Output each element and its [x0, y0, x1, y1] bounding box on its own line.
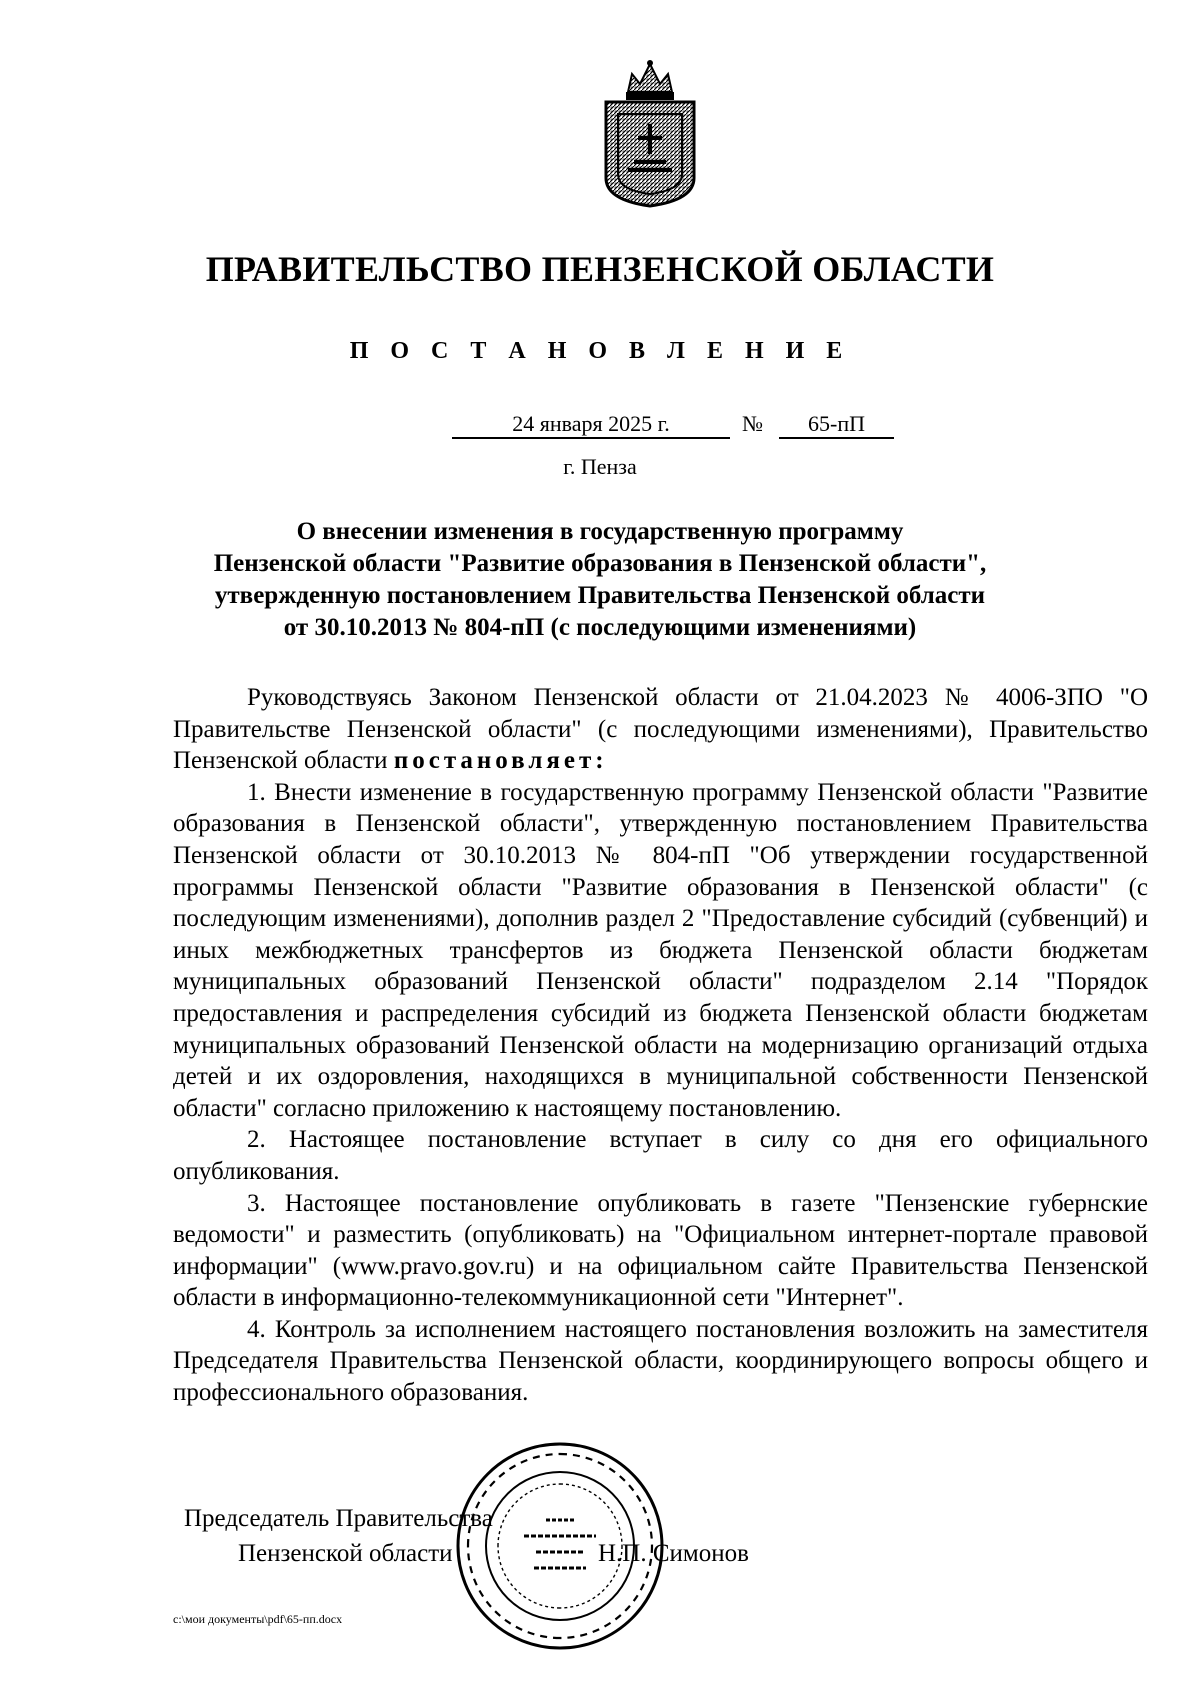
- document-number: 65-пП: [779, 411, 894, 439]
- document-type-heading: П О С Т А Н О В Л Е Н И Е: [349, 338, 851, 364]
- subject-line: Пензенской области "Развитие образования в Пензенской области",: [213, 550, 987, 577]
- item-paragraph-1: 1. Внести изменение в государственную программу Пензенской области "Развитие образования в Пензенской области", утвержденную постановлением Правительства Пензенской области от 30.10.2013 № 804-пП "Об утверждении государственной программы Пензенской области "Развитие образования в Пензенской области" (с последующим изменениями), дополнив раздел 2 "Предоставление субсидий (субвенций) и иных межбюджетных трансфертов из бюджета Пензенской области бюджетам муниципальных образований Пензенской области" подразделом 2.14 "Порядок предоставления и распределения субсидий из бюджета Пензенской области бюджетам муниципальных образований Пензенской области на модернизацию организаций отдыха детей и их оздоровления, находящихся в муниципальной собственности Пензенской области" согласно приложению к настоящему постановлению.: [173, 778, 1148, 1122]
- file-path-footer: c:\мои документы\pdf\65-пп.docx: [173, 1612, 343, 1626]
- coat-of-arms-emblem: [598, 58, 702, 208]
- preamble-text: Руководствуясь Законом Пензенской области от 21.04.2023 № 4006-ЗПО "О Правительстве Пензенской области" (с последующими изменениями), Правительство Пензенской области: [173, 684, 1148, 775]
- item-paragraph-2: 2. Настоящее постановление вступает в силу со дня его официального опубликования.: [173, 1126, 1148, 1185]
- signer-position-line1: Председатель Правительства: [184, 1505, 493, 1532]
- official-stamp-seal: [454, 1440, 666, 1652]
- signer-name: Н.П. Симонов: [598, 1540, 749, 1567]
- signer-position-line2: Пензенской области: [238, 1540, 453, 1567]
- city-label: г. Пенза: [563, 454, 637, 479]
- resolves-keyword: постановляет:: [393, 747, 608, 775]
- number-sign: №: [742, 411, 763, 436]
- stamp-outer-ring: [458, 1444, 662, 1648]
- preamble-paragraph: [173, 682, 1148, 777]
- document-date: 24 января 2025 г.: [452, 411, 730, 439]
- stamp-center-lettering: [524, 1520, 596, 1568]
- stamp-ring-lettering: [468, 1454, 652, 1638]
- government-title: ПРАВИТЕЛЬСТВО ПЕНЗЕНСКОЙ ОБЛАСТИ: [205, 249, 995, 289]
- subject-line: от 30.10.2013 № 804-пП (с последующими изменениями): [283, 614, 917, 641]
- crown-icon: [626, 60, 674, 100]
- item-paragraph-4: 4. Контроль за исполнением настоящего постановления возложить на заместителя Председателя Правительства Пензенской области, координирующего вопросы общего и профессионального образования.: [173, 1315, 1148, 1407]
- shield-icon: [606, 102, 694, 206]
- subject-line: утвержденную постановлением Правительства Пензенской области: [214, 582, 986, 609]
- document-subject: [150, 516, 1050, 644]
- subject-line: О внесении изменения в государственную программу: [296, 518, 904, 545]
- item-paragraph-3: 3. Настоящее постановление опубликовать в газете "Пензенские губернские ведомости" и разместить (опубликовать) на "Официальном интернет-портале правовой информации" (www.pravo.gov.ru) и на официальном сайте Правительства Пензенской области в информационно-телекоммуникационной сети "Интернет".: [173, 1189, 1148, 1312]
- document-body: [173, 682, 1148, 1409]
